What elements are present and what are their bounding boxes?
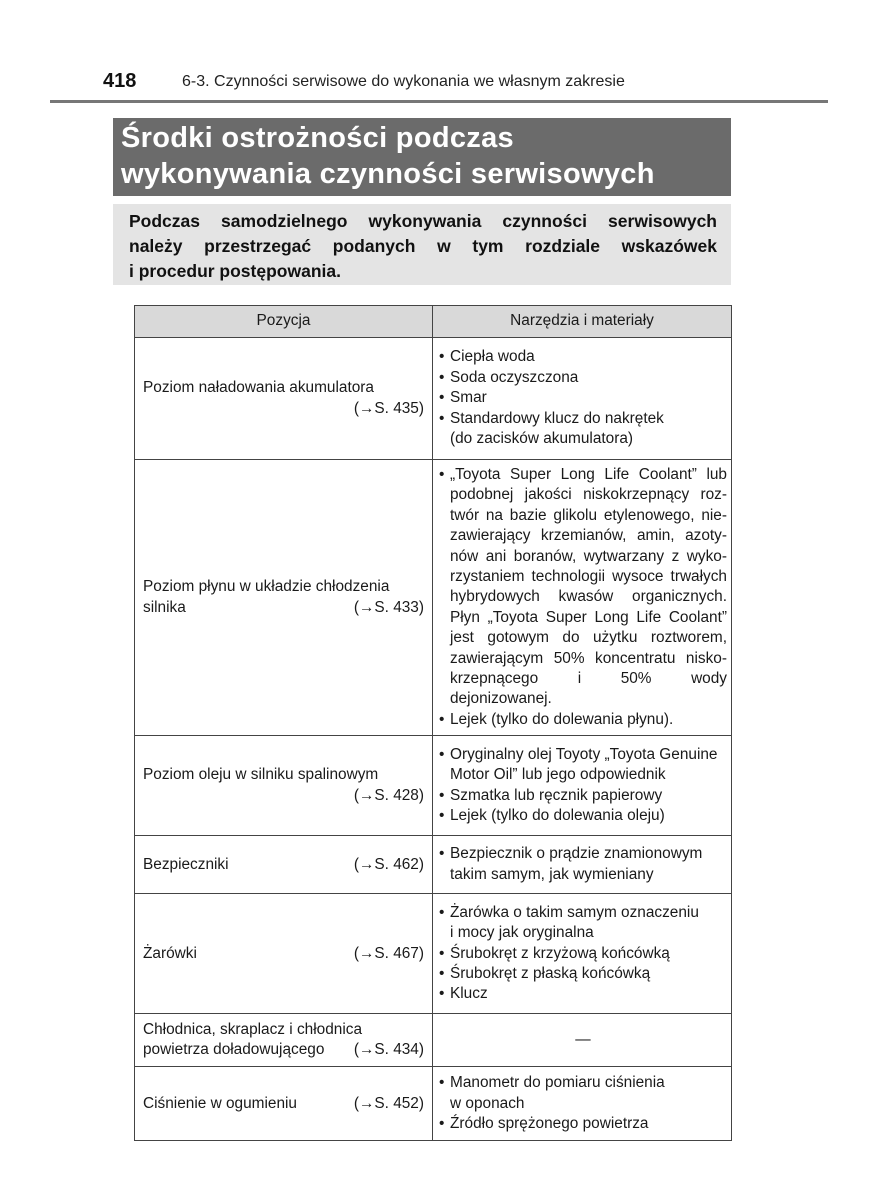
table-header-row: [135, 306, 732, 338]
list-item-continuation: i mocy jak oryginalna: [450, 924, 594, 942]
tools-cell: —: [433, 1014, 732, 1067]
item-name-cont: powietrza doładowującego: [143, 1041, 325, 1059]
item-name-with-ref: [143, 855, 424, 875]
tools-cell: [433, 894, 732, 1014]
tools-cell: [433, 836, 732, 894]
item-name-with-ref: [143, 944, 424, 964]
table-row: [135, 338, 732, 460]
item-name: Żarówki: [143, 944, 197, 962]
item-name: Bezpieczniki: [143, 855, 229, 873]
column-header-item: Pozycja: [135, 306, 433, 338]
list-item: • Klucz: [439, 984, 727, 1004]
page-header: [0, 0, 880, 104]
list-item-line: nów ani boranów, wytwarzany z wyko-: [450, 547, 727, 565]
item-name-cont: silnika: [143, 598, 186, 616]
page-title: [113, 118, 731, 196]
list-item: • Źródło sprężonego powietrza: [439, 1114, 727, 1134]
list-item: • Standardowy klucz do nakrętek: [439, 409, 727, 429]
item-cell: [135, 1067, 433, 1141]
page-reference: (→S. 428): [353, 786, 424, 804]
list-item-line: zawierającym 50% koncentratu nisko-: [450, 649, 727, 667]
intro-line-2: należy przestrzegać podanych w tym rozdziale wskazówek: [129, 236, 717, 256]
list-item-line: zawierający krzemianów, amin, azoty-: [450, 527, 727, 545]
item-name: Poziom płynu w układzie chłodzenia: [143, 578, 390, 596]
item-name: Poziom naładowania akumulatora: [143, 379, 374, 397]
list-item-continuation: w oponach: [450, 1094, 525, 1112]
list-item: [439, 465, 727, 710]
list-item: • Żarówka o takim samym oznaczeniu: [439, 903, 727, 923]
page-reference: (→S. 462): [353, 855, 424, 873]
list-item: • Ciepła woda: [439, 347, 727, 367]
header-divider: [50, 100, 828, 103]
list-item-line: twór na bazie glikolu etylenowego, nie-: [450, 506, 727, 524]
intro-box: [113, 204, 731, 285]
list-item: • Szmatka lub ręcznik papierowy: [439, 786, 727, 806]
list-item: • Soda oczyszczona: [439, 368, 727, 388]
intro-line-3: i procedur postępowania.: [129, 261, 341, 281]
item-name: Poziom oleju w silniku spalinowym: [143, 766, 379, 784]
maintenance-table: [134, 305, 732, 1141]
item-name: Ciśnienie w ogumieniu: [143, 1094, 297, 1112]
list-item: • Śrubokręt z krzyżową końcówką: [439, 944, 727, 964]
column-header-tools: Narzędzia i materiały: [433, 306, 732, 338]
list-item-line: rzystaniem technologii wysoce trwałych: [450, 568, 727, 586]
list-item-line: jest gotowym do użytku roztworem,: [450, 629, 727, 647]
table-row: [135, 460, 732, 736]
item-cell: [135, 894, 433, 1014]
item-cell: [135, 836, 433, 894]
item-name: Chłodnica, skraplacz i chłodnica: [143, 1020, 363, 1038]
item-name-with-ref: [143, 1094, 424, 1114]
tools-cell: [433, 338, 732, 460]
tools-cell: [433, 736, 732, 836]
list-item-line: Płyn „Toyota Super Long Life Coolant”: [450, 608, 727, 626]
table-row: [135, 894, 732, 1014]
page-reference: (→S. 467): [353, 944, 424, 962]
list-item: • Oryginalny olej Toyoty „Toyota Genuine: [439, 745, 727, 765]
item-cell: [135, 736, 433, 836]
list-item: • Lejek (tylko do dolewania oleju): [439, 806, 727, 826]
list-item: • Bezpiecznik o prądzie znamionowym: [439, 844, 727, 864]
table-row: [135, 1014, 732, 1067]
title-line-2: wykonywania czynności serwisowych: [121, 158, 655, 190]
table-row: [135, 836, 732, 894]
list-item-line: hybrydowych kwasów organicznych.: [450, 588, 727, 606]
table-row: [135, 736, 732, 836]
list-item: • Śrubokręt z płaską końcówką: [439, 964, 727, 984]
item-name-with-ref: [143, 598, 424, 618]
list-item-line: • „Toyota Super Long Life Coolant” lub: [450, 466, 727, 483]
intro-line-1: Podczas samodzielnego wykonywania czynności serwisowych: [129, 211, 717, 231]
list-item-continuation: Motor Oil” lub jego odpowiednik: [450, 766, 666, 784]
list-item-continuation: (do zacisków akumulatora): [450, 430, 634, 448]
tools-cell: [433, 1067, 732, 1141]
item-cell: [135, 460, 433, 736]
list-item: • Manometr do pomiaru ciśnienia: [439, 1073, 727, 1093]
list-item: • Smar: [439, 388, 727, 408]
page-reference: (→S. 433): [353, 598, 424, 616]
page-reference: (→S. 434): [353, 1041, 424, 1059]
title-line-1: Środki ostrożności podczas: [121, 122, 514, 154]
item-cell: [135, 1014, 433, 1067]
page-reference: (→S. 435): [353, 399, 424, 417]
tools-cell: [433, 460, 732, 736]
list-item: • Lejek (tylko do dolewania płynu).: [439, 710, 727, 730]
list-item-continuation: takim samym, jak wymieniany: [450, 865, 654, 883]
list-item-line: krzepnącego i 50% wody dejonizowanej.: [450, 670, 727, 708]
table-row: [135, 1067, 732, 1141]
section-heading: 6-3. Czynności serwisowe do wykonania we własnym zakresie: [182, 73, 625, 90]
page-number: 418: [103, 70, 137, 92]
item-cell: [135, 338, 433, 460]
page-reference: (→S. 452): [353, 1094, 424, 1112]
item-name-with-ref: [143, 1040, 424, 1060]
list-item-line: podobnej jakości niskokrzepnący roz-: [450, 486, 727, 504]
